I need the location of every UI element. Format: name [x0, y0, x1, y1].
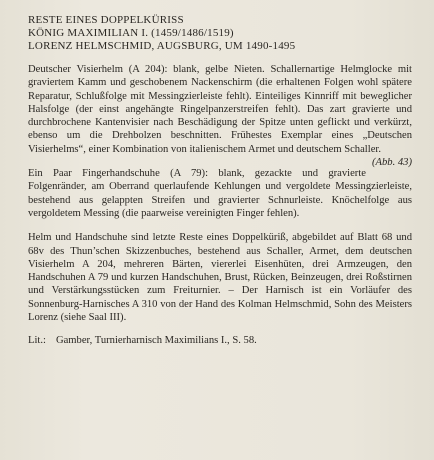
- literature-label: Lit.:: [28, 335, 46, 347]
- heading-block: [28, 14, 412, 53]
- paragraph-handschuhe: Ein Paar Fingerhandschuhe (A 79): blank, gezackte und gravierte Folgenränder, am Oberrand querlaufende Kehlungen und vergoldete Messingzierleiste, bestehend aus gelappten Streifen und gravierter Schnurleiste. Knöchelfolge aus vergoldetem Messing (die paarweise vereinigten Finger fehlen).: [28, 168, 412, 219]
- heading-maker: LORENZ HELMSCHMID, AUGSBURG, UM 1490-1495: [28, 40, 296, 52]
- heading-title: RESTE EINES DOPPELKÜRISS: [28, 14, 184, 26]
- paragraph-helm-text: Deutscher Visierhelm (A 204): blank, gelbe Nieten. Schallernartige Helmglocke mit graviertem Kamm und geschobenem Nackenschirm (die erhaltenen Folgen wohl spätere Reparatur, Schlußfolge mit Messingzierleiste fehlt). Einteiliges Kinnriff mit beweglicher Halsfolge (der einst angehängte Ringelpanzerstreifen fehlt). Das zart gravierte und durchbrochene Kantenvisier nach Beschädigung der Spitze unten geflickt und verkürzt, ebenso um die Drehbolzen beschnitten. Frühestes Exemplar eines „Deutschen Visierhelms“, einer Kombination von italienischem Armet und deutschem Schaller.: [28, 64, 412, 155]
- heading-king: KÖNIG MAXIMILIAN I. (1459/1486/1519): [28, 27, 234, 39]
- literature-reference: [28, 334, 412, 347]
- figure-reference: (Abb. 43): [371, 157, 412, 169]
- paragraph-reste: Helm und Handschuhe sind letzte Reste eines Doppelküriß, abgebildet auf Blatt 68 und 68v des Thun’schen Skizzenbuches, bestehend aus Schaller, Armet, dem deutschen Visierhelm A 204, mehreren Bärten, viererlei Eisenhüten, drei Armzeugen, den Handschuhen A 79 und kurzen Handschuhen, Brust, Rücken, Beinzeugen, drei Roßstirnen und Verstärkungsstücken zum Freiturnier. – Der Harnisch ist ein Vorläufer des Sonnenburg-Harnisches A 310 von der Hand des Kolman Helmschmid, Sohn des Meisters Lorenz (siehe Saal III).: [28, 232, 412, 324]
- literature-text: Gamber, Turnierharnisch Maximilians I., S. 58.: [55, 335, 257, 347]
- paragraph-helm: [28, 63, 412, 169]
